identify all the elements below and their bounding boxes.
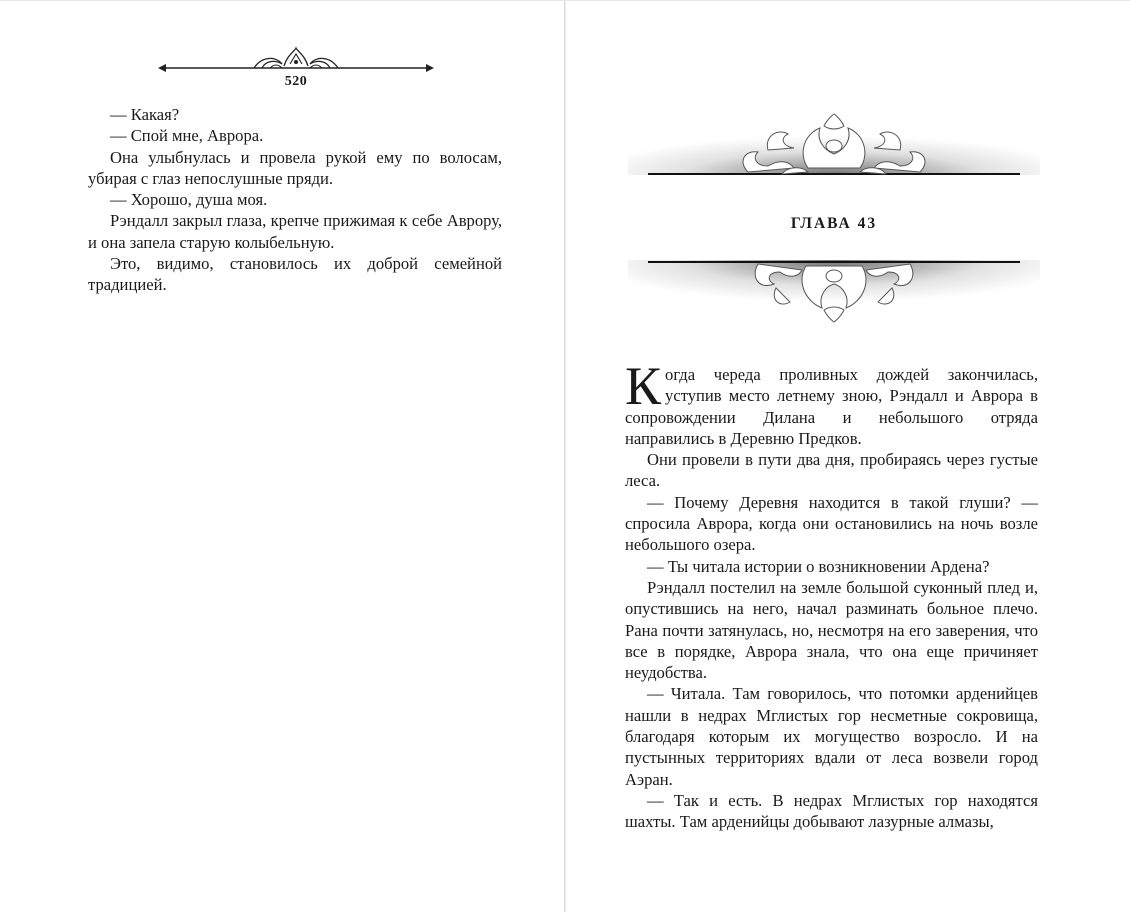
left-page-text [88, 104, 502, 296]
chapter-title: ГЛАВА 43 [790, 215, 878, 232]
paragraph: — Какая? [110, 105, 180, 124]
paragraph: — Ты читала истории о возникновении Ардена? [647, 556, 990, 576]
paragraph: — Так и есть. В недрах Мглистых гор находятся шахты. Там арденийцы добывают лазурные алмазы, [625, 790, 1038, 832]
paragraph: — Спой мне, Аврора. [110, 126, 264, 146]
paragraph: Она улыбнулась и провела рукой ему по волосам, убирая с глаз непослушные пряди. [88, 147, 502, 188]
flourish-rule-icon [158, 44, 434, 74]
paragraph: Рэндалл постелил на земле большой суконный плед и, опустившись на него, начал разминать больное плечо. Рана почти затянулась, но, несмотря на его заверения, что все в порядке, Аврора знала, что она еще причиняет неудобства. [625, 577, 1038, 683]
page-number: 520 [284, 74, 308, 89]
chapter-header [628, 110, 1040, 330]
baroque-ornament-icon [628, 260, 1040, 330]
drop-cap: К [625, 356, 662, 416]
paragraph: Рэндалл закрыл глаза, крепче прижимая к себе Аврору, и она запела старую колыбельную. [88, 211, 502, 252]
paragraph: Это, видимо, становилось их доброй семейной традицией. [88, 254, 502, 295]
baroque-ornament-icon [628, 110, 1040, 175]
paragraph: Они провели в пути два дня, пробираясь через густые леса. [625, 450, 1038, 491]
paragraph: — Читала. Там говорилось, что потомки арденийцев нашли в недрах Мглистых гор несметные сокровища, благодаря которым их могущество возросло. И на пустынных территориях вдали от леса возвели город Аэран. [625, 684, 1038, 789]
paragraph: — Хорошо, душа моя. [110, 190, 268, 210]
running-head [158, 44, 434, 94]
paragraph-text: огда череда проливных дождей закончилась, уступив место летнему зною, Рэндалл и Аврора в сопровождении Дилана и небольшого отряда направились в Деревню Предков. [625, 365, 1038, 448]
paragraph [625, 356, 1038, 449]
right-page-text [625, 356, 1038, 833]
paragraph: — Почему Деревня находится в такой глуши? — спросила Аврора, когда они остановились на ночь возле небольшого озера. [625, 492, 1038, 555]
